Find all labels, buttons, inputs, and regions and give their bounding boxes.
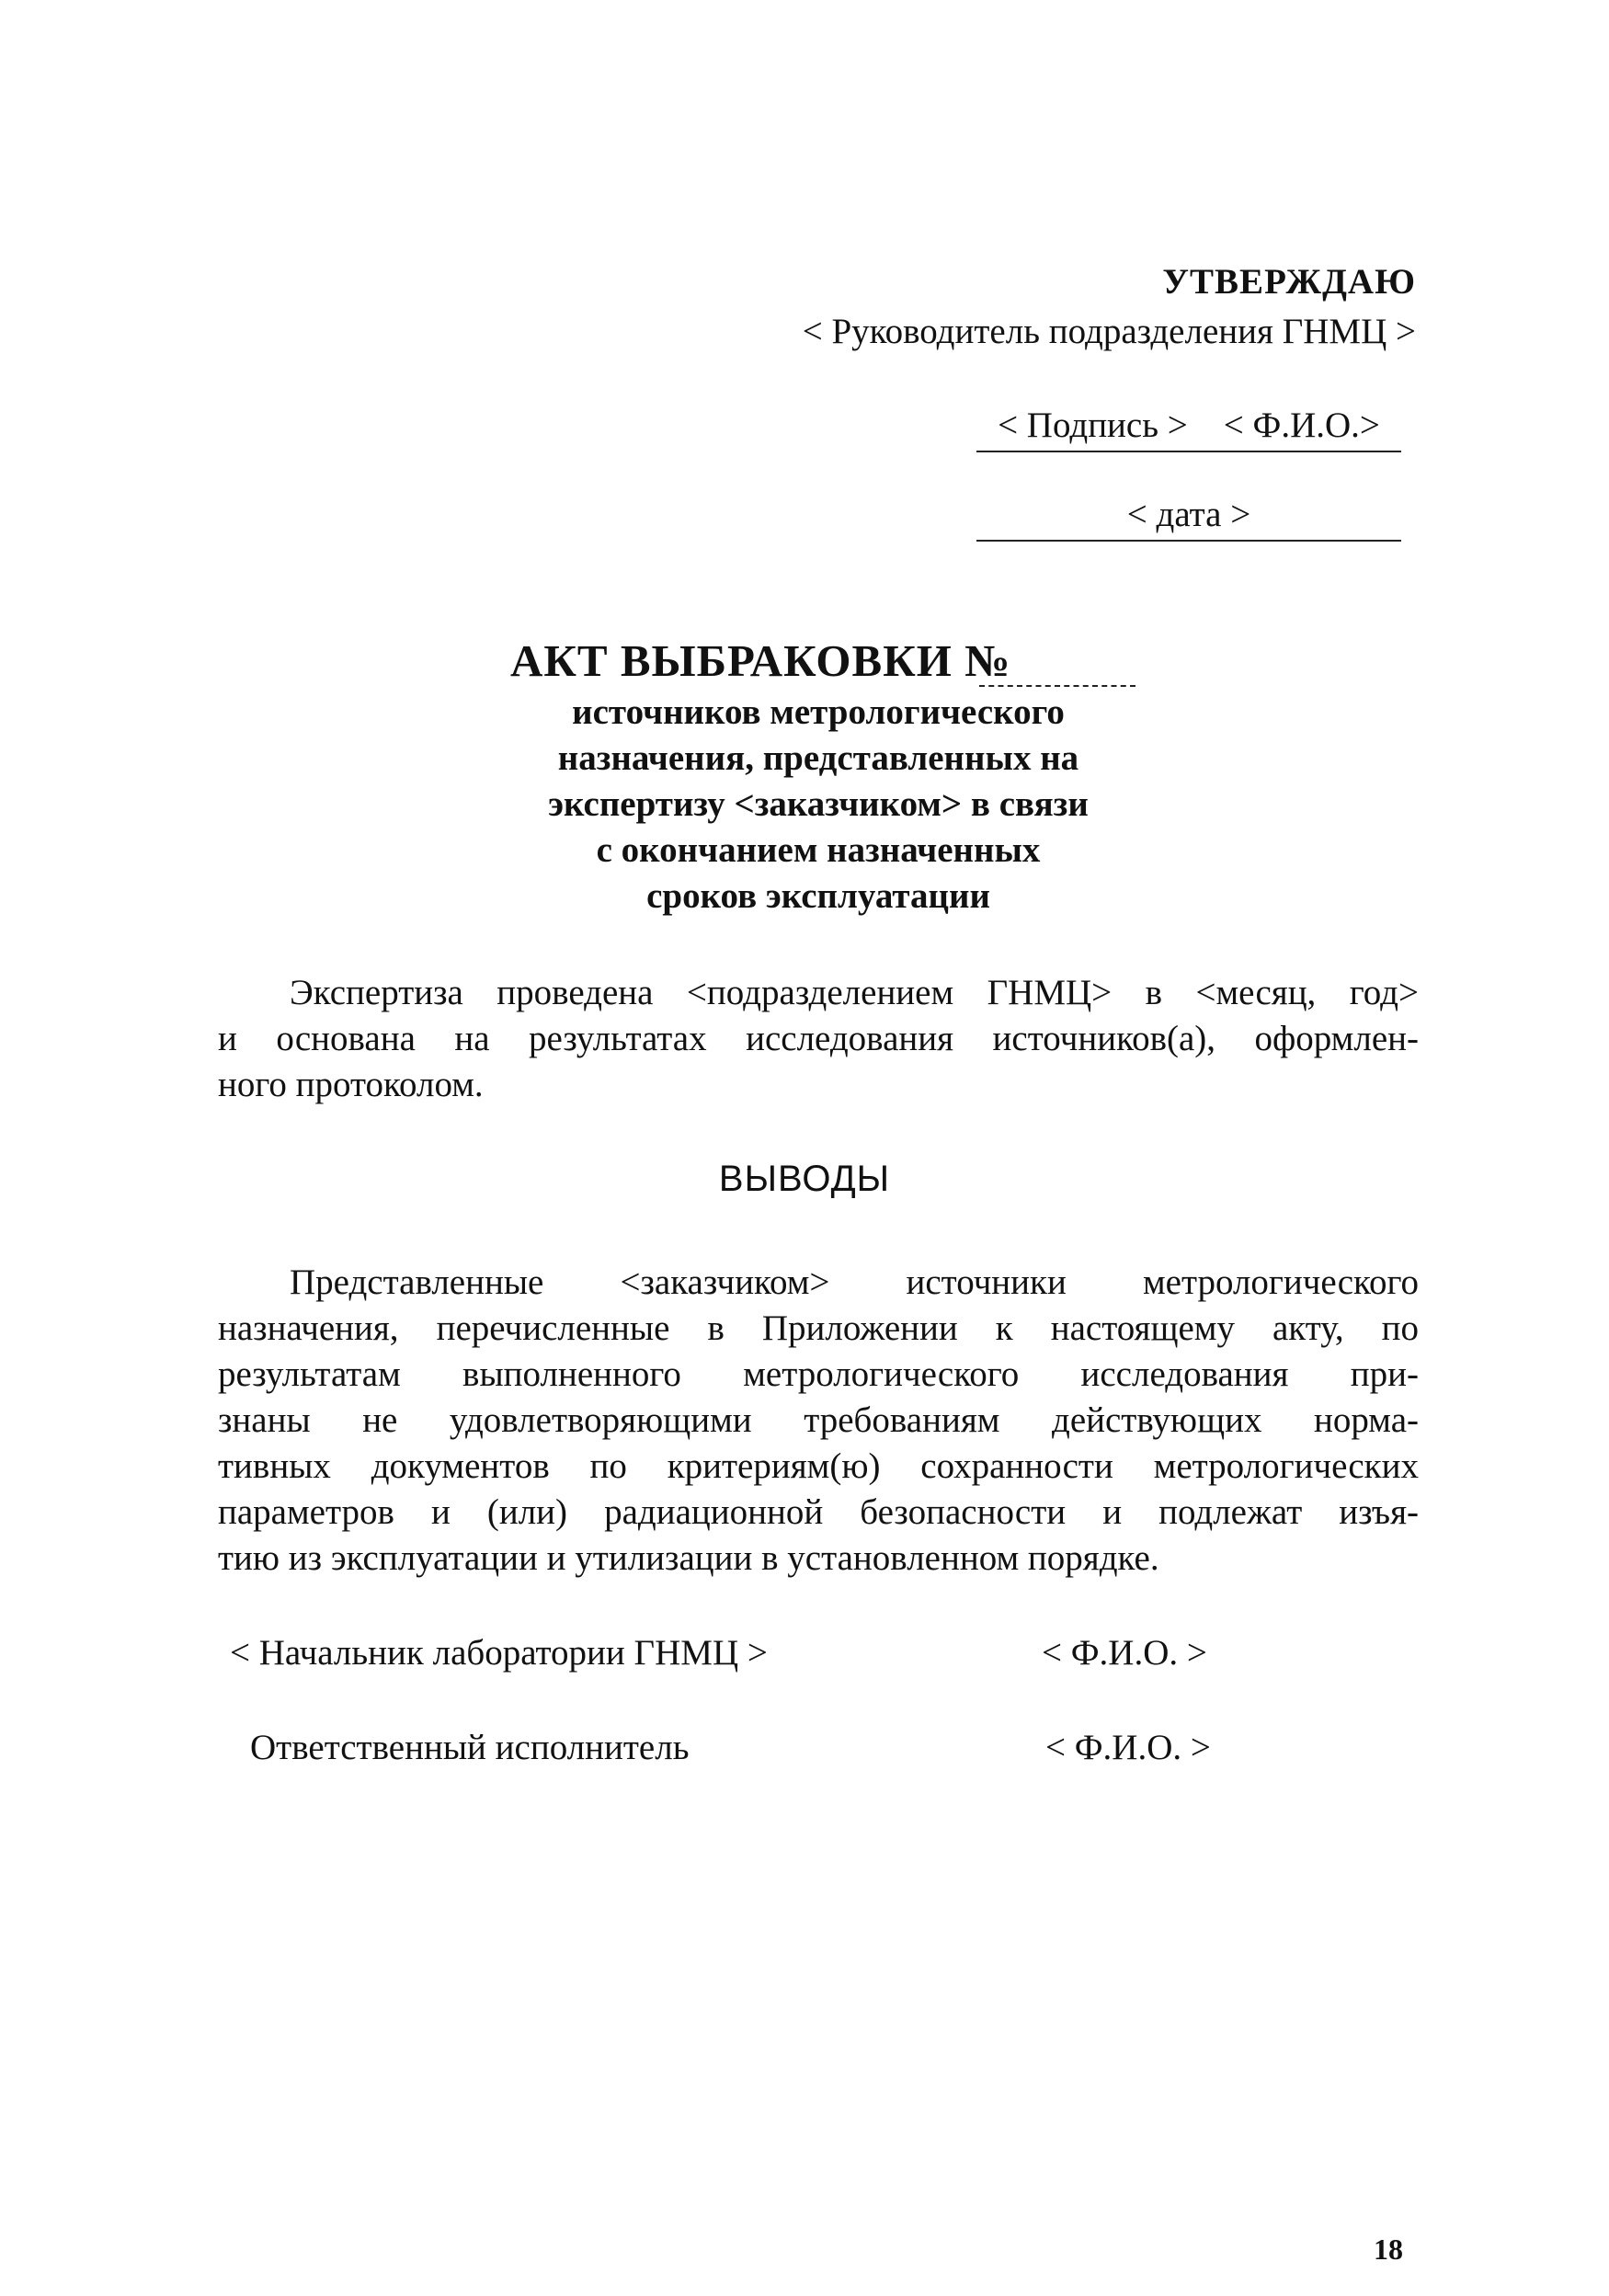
signatory-role-head-of-lab: < Начальник лаборатории ГНМЦ > xyxy=(230,1633,768,1673)
signatory-name-head-of-lab: < Ф.И.О. > xyxy=(1042,1633,1207,1673)
subtitle-line: источников метрологического xyxy=(572,692,1065,732)
page-number: 18 xyxy=(1374,2233,1403,2266)
conclusion-line: тию из эксплуатации и утилизации в установленном порядке. xyxy=(218,1538,1159,1578)
intro-line: Экспертиза проведена <подразделением ГНМЦ> в <месяц, год> xyxy=(290,973,1419,1012)
signatory-role-executor: Ответственный исполнитель xyxy=(250,1728,690,1767)
signatory-name-executor: < Ф.И.О. > xyxy=(1045,1728,1211,1767)
subtitle-line: с окончанием назначенных xyxy=(596,830,1041,870)
signature-line xyxy=(976,405,1401,446)
approval-block xyxy=(644,257,1416,357)
conclusion-line: назначения, перечисленные в Приложении к настоящему акту, по xyxy=(218,1308,1419,1348)
approver-name: < Ф.И.О.> xyxy=(1223,406,1380,445)
intro-paragraph xyxy=(218,970,1419,1108)
act-subtitle xyxy=(460,690,1177,920)
signature-rule xyxy=(976,451,1401,452)
act-number-blank xyxy=(979,685,1135,687)
conclusion-line: результатам выполненного метрологического исследования при- xyxy=(218,1354,1419,1394)
approval-position: < Руководитель подразделения ГНМЦ > xyxy=(802,312,1416,351)
conclusions-paragraph xyxy=(218,1260,1419,1582)
date-rule xyxy=(976,540,1401,542)
intro-line: ного протоколом. xyxy=(218,1065,484,1104)
conclusion-line: Представленные <заказчиком> источники метрологического xyxy=(290,1262,1419,1302)
subtitle-line: сроков эксплуатации xyxy=(646,876,990,916)
conclusions-heading: ВЫВОДЫ xyxy=(718,1159,891,1199)
act-title: АКТ ВЫБРАКОВКИ № xyxy=(510,635,1011,686)
intro-line: и основана на результатах исследования источников(а), оформлен- xyxy=(218,1019,1419,1058)
subtitle-line: назначения, представленных на xyxy=(557,738,1079,778)
conclusion-line: знаны не удовлетворяющими требованиям действующих норма- xyxy=(218,1400,1419,1440)
signature-placeholder: < Подпись > xyxy=(998,406,1188,445)
approval-title: УТВЕРЖДАЮ xyxy=(1162,262,1416,302)
date-placeholder: < дата > xyxy=(1126,495,1251,534)
subtitle-line: экспертизу <заказчиком> в связи xyxy=(548,784,1089,824)
conclusion-line: параметров и (или) радиационной безопасности и подлежат изъя- xyxy=(218,1492,1419,1532)
date-line xyxy=(976,494,1401,535)
conclusion-line: тивных документов по критериям(ю) сохранности метрологических xyxy=(218,1446,1419,1486)
